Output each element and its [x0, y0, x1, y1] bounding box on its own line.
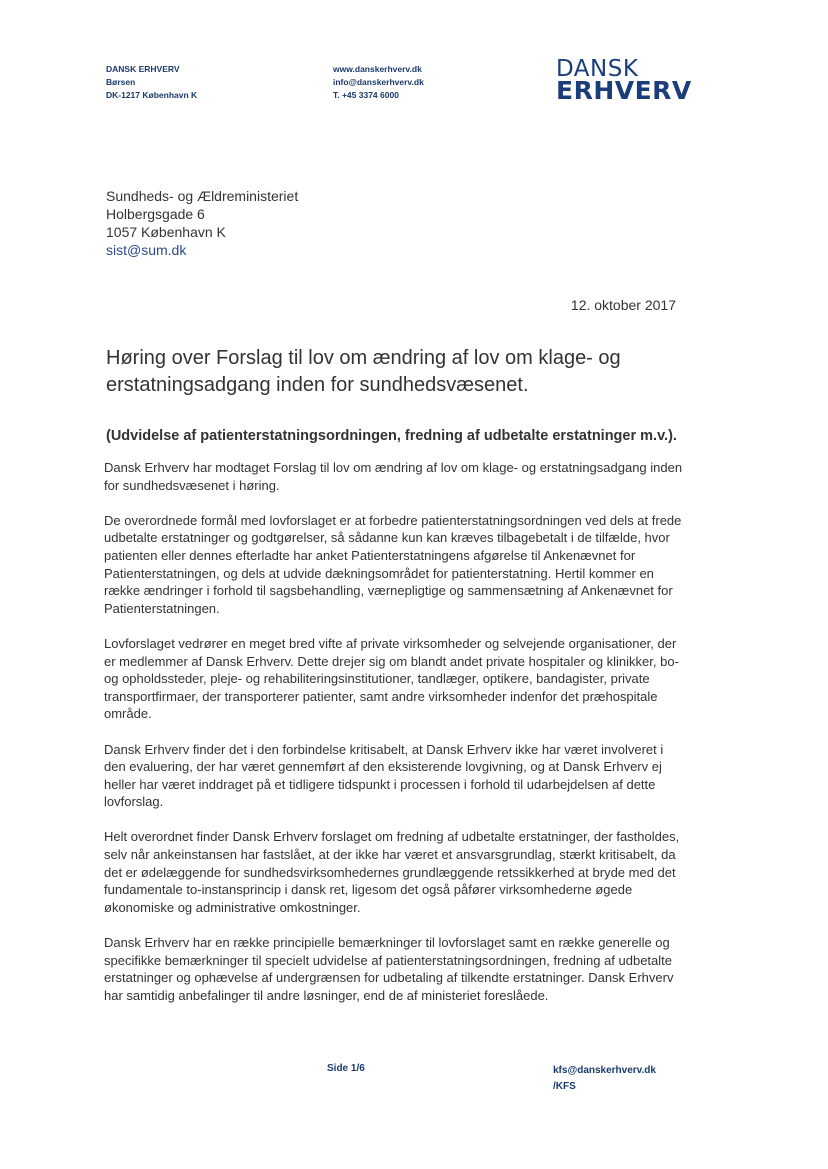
recipient-email[interactable]: sist@sum.dk — [106, 242, 187, 258]
letter-title: Høring over Forslag til lov om ændring af lov om klage- og erstatningsadgang inden for sundhedsvæsenet. — [106, 347, 621, 396]
body-paragraph: De overordnede formål med lovforslaget er at forbedre patienterstatningsordningen ved dels at frede udbetalte erstatninger og godtgørelser, så sådanne kun kan kræves tilbagebetalt i de tilfælde, hvor patienten eller dennes efterladte har anket Patienterstatningens afgørelse til Ankenævnet for Patienterstatningen, og dels at udvide dækningsområdet for patienterstatning. Hertil kommer en række ændringer i forhold til sagsbehandling, værnepligtige og sammensætning af Ankenævnet for Patienterstatningen. — [104, 512, 682, 616]
body-paragraph: Dansk Erhverv har modtaget Forslag til lov om ændring af lov om klage- og erstatningsadgang inden for sundhedsvæsenet i høring. — [104, 460, 683, 493]
recipient-line: 1057 København K — [106, 224, 226, 240]
footer-email[interactable]: kfs@danskerhverv.dk — [553, 1065, 656, 1076]
recipient-line: Sundheds- og Ældreministeriet — [106, 188, 299, 204]
footer-initials: /KFS — [553, 1081, 576, 1092]
letter-subtitle: (Udvidelse af patienterstatningsordningen, fredning af udbetalte erstatninger m.v.). — [106, 428, 677, 444]
sender-city: DK-1217 København K — [106, 90, 198, 100]
dansk-erhverv-logo — [556, 56, 692, 105]
body-paragraph: Dansk Erhverv har en række principielle bemærkninger til lovforslaget samt en række generelle og specifikke bemærkninger til specielt udvidelse af patienterstatningsordningen, fredning af udbetalte erstatninger og ophævelse af undergrænsen for udbetaling af tilkendte erstatninger. Dansk Erhverv har samtidig anbefalinger til andre løsninger, end de af ministeriet foreslåede. — [104, 935, 674, 1003]
sender-address — [106, 63, 197, 102]
website-link[interactable]: www.danskerhverv.dk — [333, 64, 422, 74]
letter-date: 12. oktober 2017 — [570, 297, 676, 313]
footer-contact — [553, 1063, 656, 1095]
body-paragraph: Lovforslaget vedrører en meget bred vifte af private virksomheder og selvejende organisationer, der er medlemmer af Dansk Erhverv. Dette drejer sig om blandt andet private hospitaler og klinikker, bo- og opholdssteder, pleje- og rehabiliteringsinstitutioner, tandlæger, optikere, bandagister, private transportfirmaer, der transporterer patienter, samt andre virksomheder indenfor det præhospitale område. — [104, 635, 679, 722]
phone-number: T. +45 3374 6000 — [333, 90, 399, 100]
recipient-address — [106, 187, 298, 259]
sender-contact — [333, 63, 424, 102]
body-paragraph: Dansk Erhverv finder det i den forbindelse kritisabelt, at Dansk Erhverv ikke har været involveret i den evaluering, der har været gennemført af den eksisterende lovgivning, og at Dansk Erhverv ej heller har været inddraget på et tidligere tidspunkt i processen i forhold til udarbejdelsen af dette lovforslag. — [104, 741, 664, 810]
recipient-line: Holbergsgade 6 — [106, 206, 205, 222]
logo-line-2: ERHVERV — [556, 76, 692, 105]
sender-name: DANSK ERHVERV — [106, 64, 180, 74]
letter-body — [104, 459, 684, 1022]
page-number: Side 1/6 — [327, 1063, 365, 1074]
logo-line-1: DANSK — [556, 56, 639, 82]
body-paragraph: Helt overordnet finder Dansk Erhverv forslaget om fredning af udbetalte erstatninger, der fastholdes, selv når ankeinstansen har fastslået, at der ikke har været et ansvarsgrundlag, stærkt kritisabelt, da det er ødelæggende for sundhedsvirksomhedernes grundlæggende retssikkerhed at bryde med det fundamentale to-instansprincip i dansk ret, ligesom det også påfører virksomhederne øgede økonomiske og administrative omkostninger. — [104, 829, 680, 915]
email-link[interactable]: info@danskerhverv.dk — [333, 77, 424, 87]
sender-building: Børsen — [106, 77, 136, 87]
